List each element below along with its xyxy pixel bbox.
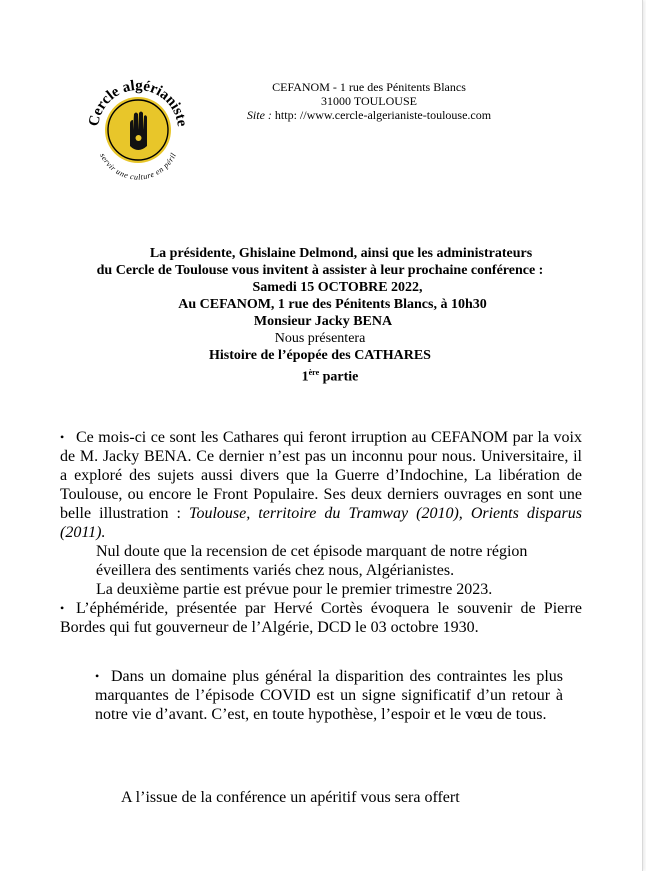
closing-line: A l’issue de la conférence un apéritif vous sera offert [121,789,460,806]
paragraph-ephemeride [60,599,582,637]
invitation-line2: du Cercle de Toulouse vous invitent à assister à leur prochaine conférence : [96,263,544,278]
speaker-name: Monsieur Jacky BENA [253,314,393,329]
part-word: partie [319,369,359,385]
para4-text: L’éphéméride, présentée par Hervé Cortès évoquera le souvenir de Pierre Bordes qui fut gouverneur de l’Algérie, DCD le 03 octobre 1930. [60,600,582,636]
paragraph-recension: Nul doute que la recension de cet épisode marquant de notre région éveillera des sentiments variés chez nous, Algérianistes. [96,543,528,579]
conference-topic: Histoire de l’épopée des CATHARES [209,348,431,363]
invitation-line1: La présidente, Ghislaine Delmond, ainsi que les administrateurs [149,246,533,261]
site-url[interactable]: http: //www.cercle-algerianiste-toulouse.com [274,108,492,122]
cercle-algerianiste-logo [86,68,190,186]
invitation-block [60,245,580,386]
logo-arc-top-text: Cercle algérianiste [86,77,190,128]
header-line1: CEFANOM - 1 rue des Pénitents Blancs [272,80,466,94]
paragraph-covid [95,667,563,724]
event-venue: Au CEFANOM, 1 rue des Pénitents Blancs, à 10h30 [178,297,487,312]
para1-text: Ce mois-ci ce sont les Cathares qui feront irruption au CEFANOM par la voix de M. Jacky BENA. Ce dernier n’est pas un inconnu pour nous. Universitaire, il a exploré des sujets aussi divers que la Guerre d’Indochine, La libération de Toulouse, ou encore le Front Populaire. Ses deux derniers ouvrages en sont une belle illustration : [60,429,582,522]
para1-books: Toulouse, territoire du Tramway (2010), Orients disparus (2011). [60,505,583,541]
part-sup: ère [308,368,320,377]
body-text [60,428,582,637]
header-address [214,80,524,122]
bullet-icon: • [95,669,100,683]
bullet-icon: • [60,430,65,444]
header-line2: 31000 TOULOUSE [321,94,417,108]
paragraph-cathares [60,428,582,542]
part-number: 1 [301,369,309,385]
presents-text: Nous présentera [274,331,366,346]
part-label [60,364,580,386]
logo-arc-bottom-text: servir une culture en péril [98,151,178,182]
para5-text: Dans un domaine plus général la disparition des contraintes les plus marquantes de l’épisode COVID est un signe significatif d’un retour à notre vie d’avant. C’est, en toute hypothèse, l’espoir et le vœu de tous. [95,668,563,723]
bullet-icon: • [60,601,65,615]
paragraph-second-part: La deuxième partie est prévue pour le premier trimestre 2023. [96,581,493,598]
event-date: Samedi 15 OCTOBRE 2022, [252,280,423,295]
site-label: Site : [246,108,272,122]
